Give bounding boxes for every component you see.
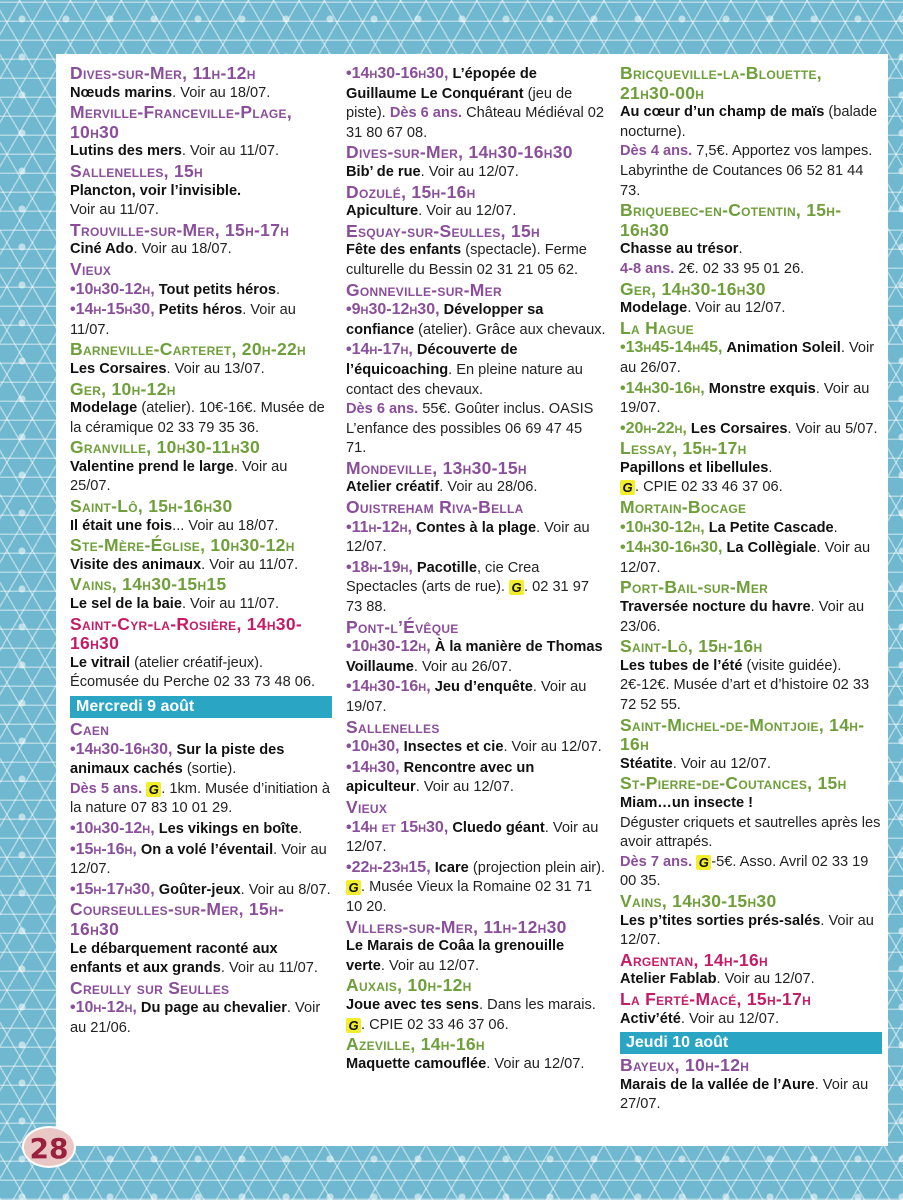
event-details: . Voir au 11/07. bbox=[220, 960, 318, 977]
place-time: Sallenelles bbox=[346, 716, 440, 737]
listing bbox=[70, 162, 332, 221]
column-2 bbox=[346, 64, 606, 1146]
place-time: Mondeville, 13h30-15h bbox=[346, 457, 527, 478]
event-details: . Voir au 12/07. bbox=[486, 1055, 585, 1072]
event-details: . Voir au 27/07. bbox=[620, 1076, 869, 1113]
event-title: Icare bbox=[434, 859, 469, 876]
event-title: Traversée nocture du havre bbox=[620, 599, 811, 616]
event-details: . bbox=[298, 820, 303, 837]
event-title: Insectes et cie bbox=[403, 739, 504, 756]
event-details: . Voir au 18/07. bbox=[172, 84, 271, 101]
listing bbox=[620, 280, 882, 319]
place-time: Port-Bail-sur-Mer bbox=[620, 577, 769, 598]
place-time: Courseulles-sur-Mer, 15h-16h30 bbox=[70, 899, 285, 939]
listing bbox=[346, 143, 606, 182]
place-time: Ste-Mère-Église, 10h30-12h bbox=[70, 535, 295, 556]
listing bbox=[346, 498, 606, 618]
listing bbox=[70, 260, 332, 340]
event-details: . bbox=[276, 281, 281, 298]
event-details: (jeu de piste). bbox=[346, 85, 573, 122]
event-title: Le sel de la baie bbox=[70, 596, 182, 613]
place-time: Ouistreham Riva-Bella bbox=[346, 497, 524, 518]
place-time: Merville-Franceville-Plage, 10h30 bbox=[70, 102, 293, 142]
event-title: Il était une fois bbox=[70, 517, 173, 534]
event-details: . Voir au 13/07. bbox=[166, 360, 265, 377]
event-title: La Petite Cascade bbox=[708, 519, 834, 536]
event-title: Papillons et libellules bbox=[620, 459, 769, 476]
listing bbox=[620, 990, 882, 1029]
event-time: •22h-23h15, bbox=[346, 858, 431, 876]
event-details: . Voir au 5/07. bbox=[787, 420, 878, 437]
event-details: . Musée Vieux la Romaine 02 31 71 10 20. bbox=[346, 879, 592, 915]
event-details: . Voir au 11/07. bbox=[181, 596, 280, 613]
event-details: . Voir au 25/07. bbox=[70, 458, 288, 495]
event-time: •14h-17h, bbox=[346, 341, 413, 359]
listing bbox=[620, 578, 882, 637]
listing bbox=[620, 951, 882, 990]
listing bbox=[70, 340, 332, 379]
listing bbox=[620, 774, 882, 892]
event-title: Chasse au trésor bbox=[620, 241, 739, 258]
event-details: -5€. Asso. Avril 02 33 19 00 35. bbox=[620, 853, 869, 890]
column-3 bbox=[620, 64, 882, 1146]
event-title: Les tubes de l’été bbox=[620, 657, 743, 674]
event-title: Bib’ de rue bbox=[346, 163, 421, 180]
event-details: . bbox=[833, 519, 838, 536]
event-time: •11h-12h, bbox=[346, 518, 412, 536]
place-time: Mortain-Bocage bbox=[620, 497, 747, 518]
event-details: (projection plein air). bbox=[468, 859, 606, 876]
listing bbox=[70, 64, 332, 103]
event-time: •10h30-12h, bbox=[70, 819, 155, 837]
listing bbox=[346, 718, 606, 798]
free-badge: G bbox=[346, 880, 361, 895]
event-details: . Voir au 12/07. bbox=[620, 912, 874, 949]
event-title: Modelage bbox=[70, 400, 138, 417]
event-time: •20h-22h, bbox=[620, 419, 687, 437]
place-time: Saint-Cyr-la-Rosière, 14h30-16h30 bbox=[70, 613, 302, 654]
listing bbox=[70, 720, 332, 900]
event-details: . Voir au 19/07. bbox=[620, 380, 870, 417]
event-time: •10h30, bbox=[346, 738, 400, 756]
listing bbox=[346, 618, 606, 718]
event-details: (visite guidée). 2€-12€. Musée d’art et d’histoire 02 33 72 52 55. bbox=[620, 657, 870, 713]
listing bbox=[70, 615, 332, 693]
event-details: . 1km. Musée d’initiation à la nature 07 83 10 01 29. bbox=[70, 780, 330, 817]
event-title: Joue avec tes sens bbox=[346, 996, 480, 1013]
place-time: Bricqueville-la-Blouette, 21h30-00h bbox=[620, 63, 822, 103]
place-time: St-Pierre-de-Coutances, 15h bbox=[620, 773, 847, 794]
column-1 bbox=[70, 64, 332, 1146]
place-time: Trouville-sur-Mer, 15h-17h bbox=[70, 219, 290, 240]
place-time: Ger, 14h30-16h30 bbox=[620, 278, 766, 299]
place-time: Granville, 10h30-11h30 bbox=[70, 437, 260, 458]
event-title: Sur la piste des animaux cachés bbox=[70, 741, 285, 778]
place-time: Saint-Lô, 15h-16h bbox=[620, 636, 763, 657]
page-number: 28 bbox=[22, 1126, 76, 1168]
listing bbox=[70, 221, 332, 260]
event-title: Activ’été bbox=[620, 1010, 681, 1027]
event-details: (spectacle). Ferme culturelle du Bessin 02 31 21 05 62. bbox=[346, 242, 587, 278]
event-details: . bbox=[738, 241, 743, 258]
place-time: Saint-Michel-de-Montjoie, 14h-16h bbox=[620, 714, 865, 755]
event-details: Château Médiéval 02 31 80 67 08. bbox=[346, 105, 604, 141]
listing bbox=[620, 1056, 882, 1115]
event-details: . Voir au 18/07. bbox=[133, 241, 232, 258]
event-title: Valentine prend le large bbox=[70, 458, 234, 475]
event-title: Marais de la vallée de l’Aure bbox=[620, 1076, 815, 1093]
listing bbox=[70, 575, 332, 614]
event-details: . Voir au 11/07. bbox=[201, 556, 299, 573]
event-title: Le Marais de Coâa la grenouille verte bbox=[346, 938, 565, 974]
age-label: Dès 5 ans. bbox=[70, 780, 143, 797]
listing bbox=[620, 319, 882, 440]
event-title: Les p’tites sorties prés-salés bbox=[620, 912, 821, 929]
event-details: . Voir au 12/07. bbox=[687, 300, 786, 317]
event-title: Modelage bbox=[620, 300, 688, 317]
listing bbox=[70, 979, 332, 1039]
event-title: Le vitrail bbox=[70, 654, 131, 671]
place-time: Ger, 10h-12h bbox=[70, 378, 176, 399]
listing bbox=[620, 64, 882, 201]
place-time: Bayeux, 10h-12h bbox=[620, 1055, 750, 1076]
event-details: Voir au 11/07. bbox=[70, 202, 159, 219]
event-details: . Dans les marais. bbox=[479, 996, 596, 1013]
event-title: Fête des enfants bbox=[346, 242, 462, 259]
event-title: Jeu d’enquête bbox=[434, 679, 533, 696]
listing bbox=[70, 497, 332, 536]
event-title: Monstre exquis bbox=[708, 380, 816, 397]
event-title: Maquette camouflée bbox=[346, 1055, 487, 1072]
event-details: 2€. 02 33 95 01 26. bbox=[674, 260, 805, 277]
event-title: Pacotille bbox=[416, 559, 477, 576]
event-title: Rencontre avec un apiculteur bbox=[346, 759, 535, 796]
event-time: •10h30-12h, bbox=[620, 518, 705, 536]
event-details: . Voir au 12/07. bbox=[346, 519, 590, 556]
listing bbox=[346, 798, 606, 918]
age-label: 4-8 ans. bbox=[620, 260, 675, 277]
listing bbox=[620, 201, 882, 279]
listing bbox=[620, 498, 882, 578]
event-details: . Voir au 12/07. bbox=[380, 957, 480, 974]
place-time: Gonneville-sur-Mer bbox=[346, 279, 502, 300]
place-time: Esquay-sur-Seulles, 15h bbox=[346, 220, 541, 241]
event-title: Les Corsaires bbox=[70, 360, 167, 377]
event-details: , cie Crea Spectacles (arts de rue). bbox=[346, 559, 540, 596]
free-badge: G bbox=[146, 782, 161, 797]
event-time: •14h30, bbox=[346, 758, 400, 776]
event-title: Lutins des mers bbox=[70, 143, 182, 160]
listing bbox=[346, 222, 606, 281]
page-content bbox=[56, 54, 888, 1146]
event-time: •14h30-16h, bbox=[346, 678, 431, 696]
place-time: Pont-l’Évêque bbox=[346, 616, 459, 637]
age-label: Dès 6 ans. bbox=[346, 401, 419, 418]
place-time: Auxais, 10h-12h bbox=[346, 975, 472, 996]
listing bbox=[346, 183, 606, 222]
place-time: Vieux bbox=[70, 258, 112, 279]
listing bbox=[70, 380, 332, 439]
event-details: . Voir au 28/06. bbox=[439, 479, 538, 496]
event-details: . Voir au 12/07. bbox=[503, 739, 602, 756]
event-details: . Voir au 12/07. bbox=[418, 203, 517, 220]
event-time: •15h-17h30, bbox=[70, 880, 155, 898]
age-label: Dès 4 ans. bbox=[620, 143, 693, 160]
event-title: Visite des animaux bbox=[70, 556, 202, 573]
event-details: . Voir au 12/07. bbox=[70, 841, 327, 878]
event-details: ... Voir au 18/07. bbox=[172, 517, 279, 534]
event-time: •9h30-12h30, bbox=[346, 301, 440, 319]
day-banner: Jeudi 10 août bbox=[620, 1032, 882, 1054]
event-title: Développer sa confiance bbox=[346, 302, 544, 338]
place-time: Caen bbox=[70, 719, 110, 739]
event-time: •13h45-14h45, bbox=[620, 339, 723, 357]
place-time: Vains, 14h30-15h30 bbox=[620, 890, 777, 911]
listing bbox=[70, 900, 332, 978]
listing bbox=[346, 918, 606, 977]
place-time: Briquebec-en-Cotentin, 15h-16h30 bbox=[620, 200, 842, 240]
free-badge: G bbox=[696, 855, 711, 870]
event-title: La Collègiale bbox=[726, 540, 817, 557]
event-title: On a volé l’éventail bbox=[140, 841, 274, 858]
event-details: . bbox=[768, 459, 773, 476]
event-title: Contes à la plage bbox=[416, 519, 537, 536]
event-time: •14h30-16h30, bbox=[70, 740, 173, 758]
event-title: Stéatite bbox=[620, 755, 673, 772]
event-time: •10h30-12h, bbox=[70, 280, 155, 298]
event-details: Déguster criquets et sautrelles après les avoir attrapés. bbox=[620, 814, 881, 851]
event-title: Animation Soleil bbox=[726, 340, 841, 357]
place-time: Vains, 14h30-15h15 bbox=[70, 574, 227, 595]
listing bbox=[70, 438, 332, 497]
event-title: Découverte de l’équicoaching bbox=[346, 342, 518, 378]
place-time: Creully sur Seulles bbox=[70, 977, 230, 998]
event-title: Les vikings en boîte bbox=[158, 820, 299, 837]
place-time: Lessay, 15h-17h bbox=[620, 438, 747, 459]
place-time: Dozulé, 15h-16h bbox=[346, 181, 476, 202]
listing bbox=[620, 439, 882, 498]
event-title: Tout petits héros bbox=[158, 281, 277, 298]
place-time: Dives-sur-Mer, 14h30-16h30 bbox=[346, 142, 573, 163]
listing bbox=[346, 64, 606, 143]
event-details: . 02 31 97 73 88. bbox=[346, 579, 589, 616]
event-details: . Voir au 23/06. bbox=[620, 599, 865, 635]
event-title: Cluedo géant bbox=[452, 819, 545, 836]
day-banner: Mercredi 9 août bbox=[70, 696, 332, 718]
event-title: Les Corsaires bbox=[690, 420, 788, 437]
place-time: Dives-sur-Mer, 11h-12h bbox=[70, 63, 256, 83]
event-time: •10h30-12h, bbox=[346, 638, 431, 656]
event-details: . Voir au 21/06. bbox=[70, 1000, 321, 1036]
event-title: Atelier Fablab bbox=[620, 971, 717, 988]
place-time: Saint-Lô, 15h-16h30 bbox=[70, 496, 233, 517]
event-details: . Voir au 12/07. bbox=[346, 819, 599, 856]
event-time: •14h30-16h30, bbox=[346, 65, 449, 82]
listing bbox=[346, 459, 606, 498]
event-details: (sortie). bbox=[182, 761, 237, 778]
event-time: •14h et 15h30, bbox=[346, 818, 449, 836]
event-details: . Voir au 11/07. bbox=[181, 143, 280, 160]
event-details: . En pleine nature au contact des chevaux. bbox=[346, 361, 583, 398]
place-time: La Hague bbox=[620, 317, 694, 338]
event-title: Petits héros bbox=[158, 302, 243, 319]
event-details: . Voir au 12/07. bbox=[672, 755, 771, 772]
listing bbox=[346, 281, 606, 459]
event-details: . Voir au 26/07. bbox=[620, 340, 875, 376]
event-time: •15h-16h, bbox=[70, 840, 137, 858]
place-time: La Ferté-Macé, 15h-17h bbox=[620, 988, 812, 1009]
event-time: •14h-15h30, bbox=[70, 301, 155, 319]
free-badge: G bbox=[509, 580, 524, 595]
event-details: . Voir au 12/07. bbox=[420, 163, 519, 180]
event-time: •14h30-16h30, bbox=[620, 539, 723, 557]
event-details: . Voir au 12/07. bbox=[716, 971, 815, 988]
event-title: Ciné Ado bbox=[70, 241, 134, 258]
listing bbox=[620, 892, 882, 951]
event-details: 55€. Goûter inclus. OASIS L’enfance des possibles 06 69 47 45 71. bbox=[346, 401, 594, 457]
event-details: . Voir au 8/07. bbox=[240, 881, 331, 898]
event-title: Nœuds marins bbox=[70, 84, 173, 101]
event-details: . Voir au 26/07. bbox=[413, 658, 513, 675]
place-time: Sallenelles, 15h bbox=[70, 160, 203, 181]
listing bbox=[346, 976, 606, 1035]
place-time: Villers-sur-Mer, 11h-12h30 bbox=[346, 916, 567, 937]
place-time: Vieux bbox=[346, 796, 388, 817]
event-title: Miam…un insecte ! bbox=[620, 794, 753, 811]
event-details: . Voir au 19/07. bbox=[346, 679, 587, 715]
event-title: Atelier créatif bbox=[346, 479, 440, 496]
event-time: •18h-19h, bbox=[346, 558, 413, 576]
event-title: Au cœur d’un champ de maïs bbox=[620, 104, 825, 121]
event-details: . CPIE 02 33 46 37 06. bbox=[361, 1016, 509, 1033]
event-title: Apiculture bbox=[346, 203, 419, 220]
free-badge: G bbox=[346, 1018, 361, 1033]
event-title: Le débarquement raconté aux enfants et aux grands bbox=[70, 940, 278, 977]
event-title: Plancton, voir l’invisible. bbox=[70, 182, 242, 199]
event-title: À la manière de Thomas Voillaume bbox=[346, 639, 603, 675]
event-details: (atelier). Grâce aux chevaux. bbox=[414, 321, 606, 338]
listing bbox=[620, 637, 882, 715]
listing bbox=[346, 1035, 606, 1074]
event-details: . CPIE 02 33 46 37 06. bbox=[635, 479, 783, 496]
event-details: (atelier créatif-jeux). Écomusée du Perche 02 33 73 48 06. bbox=[70, 654, 316, 691]
event-time: •14h30-16h, bbox=[620, 379, 705, 397]
place-time: Barneville-Carteret, 20h-22h bbox=[70, 339, 306, 360]
event-details: 7,5€. Apportez vos lampes. Labyrinthe de Coutances 06 52 81 44 73. bbox=[620, 143, 873, 199]
event-time: •10h-12h, bbox=[70, 999, 137, 1017]
free-badge: G bbox=[620, 480, 635, 495]
listing bbox=[70, 536, 332, 575]
event-details: . Voir au 11/07. bbox=[70, 302, 296, 338]
age-label: Dès 7 ans. bbox=[620, 853, 693, 870]
event-details: (balade nocturne). bbox=[620, 104, 878, 140]
place-time: Azeville, 14h-16h bbox=[346, 1034, 485, 1055]
event-details: . Voir au 12/07. bbox=[620, 540, 871, 576]
age-label: Dès 6 ans. bbox=[389, 105, 463, 122]
place-time: Argentan, 14h-16h bbox=[620, 949, 768, 970]
event-details: (atelier). 10€-16€. Musée de la céramique 02 33 79 35 36. bbox=[70, 400, 325, 436]
event-title: Du page au chevalier bbox=[140, 1000, 287, 1017]
event-details: . Voir au 12/07. bbox=[415, 779, 514, 796]
listing bbox=[70, 103, 332, 162]
listing bbox=[620, 716, 882, 775]
event-title: Goûter-jeux bbox=[158, 881, 241, 898]
event-title: L’épopée de Guillaume Le Conquérant bbox=[346, 66, 537, 102]
event-details: . Voir au 12/07. bbox=[680, 1010, 780, 1027]
